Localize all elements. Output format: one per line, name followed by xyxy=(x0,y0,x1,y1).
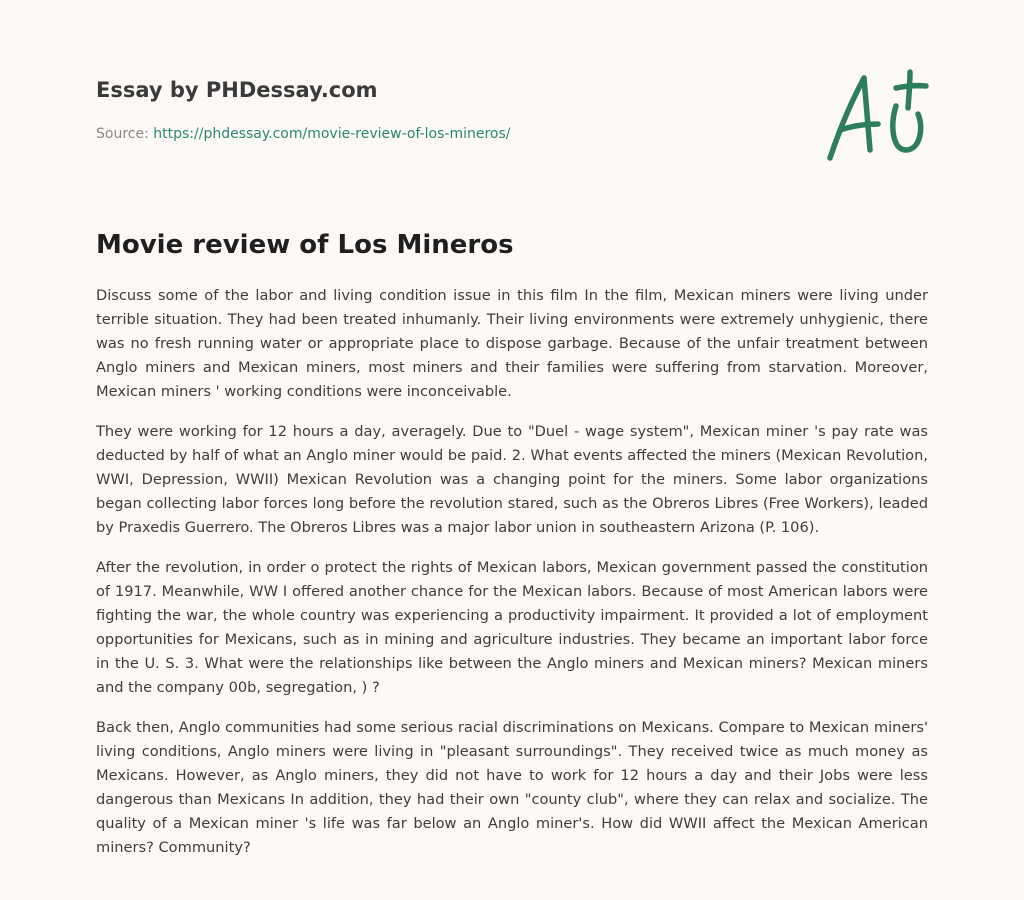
article-paragraph: Discuss some of the labor and living condition issue in this film In the film, Mexican miners were living under terrible situation. They had been treated inhumanly. Their living environments were extremely unhygienic, there was no fresh running water or appropriate place to dispose garbage. Because of the unfair treatment between Anglo miners and Mexican miners, most miners and their families were suffering from starvation. Moreover, Mexican miners ' working conditions were inconceivable. xyxy=(96,287,928,400)
article-paragraph: After the revolution, in order o protect the rights of Mexican labors, Mexican government passed the constitution of 1917. Meanwhile, WW I offered another chance for the Mexican labors. Because of most American labors were fighting the war, the whole country was experiencing a productivity impairment. It provided a lot of employment opportunities for Mexicans, such as in mining and agriculture industries. They became an important labor force in the U. S. 3. What were the relationships like between the Anglo miners and Mexican miners? Mexican miners and the company 00b, segregation, ) ? xyxy=(96,559,928,696)
article-title: Movie review of Los Mineros xyxy=(96,230,514,260)
site-brand: Essay by PHDessay.com xyxy=(96,78,378,102)
source-label: Source: xyxy=(96,126,154,142)
article-paragraph: They were working for 12 hours a day, averagely. Due to "Duel - wage system", Mexican miner 's pay rate was deducted by half of what an Anglo miner would be paid. 2. What events affected the miners (Mexican Revolution, WWI, Depression, WWII) Mexican Revolution was a changing point for the miners. Some labor organizations began collecting labor forces long before the revolution stared, such as the Obreros Libres (Free Workers), leaded by Praxedis Guerrero. The Obreros Libres was a major labor union in southeastern Arizona (P. 106). xyxy=(96,423,928,536)
a-plus-logo xyxy=(820,64,932,168)
source-line xyxy=(96,124,796,144)
a-plus-icon xyxy=(820,64,932,168)
article-body xyxy=(96,284,928,876)
article-paragraph: Back then, Anglo communities had some serious racial discriminations on Mexicans. Compare to Mexican miners' living conditions, Anglo miners were living in "pleasant surroundings". They received twice as much money as Mexicans. However, as Anglo miners, they did not have to work for 12 hours a day and their Jobs were less dangerous than Mexicans In addition, they had their own "county club", where they can relax and socialize. The quality of a Mexican miner 's life was far below an Anglo miner's. How did WWII affect the Mexican American miners? Community? xyxy=(96,719,928,856)
source-link[interactable]: https://phdessay.com/movie-review-of-los-mineros/ xyxy=(153,126,511,142)
page-header xyxy=(96,76,796,144)
